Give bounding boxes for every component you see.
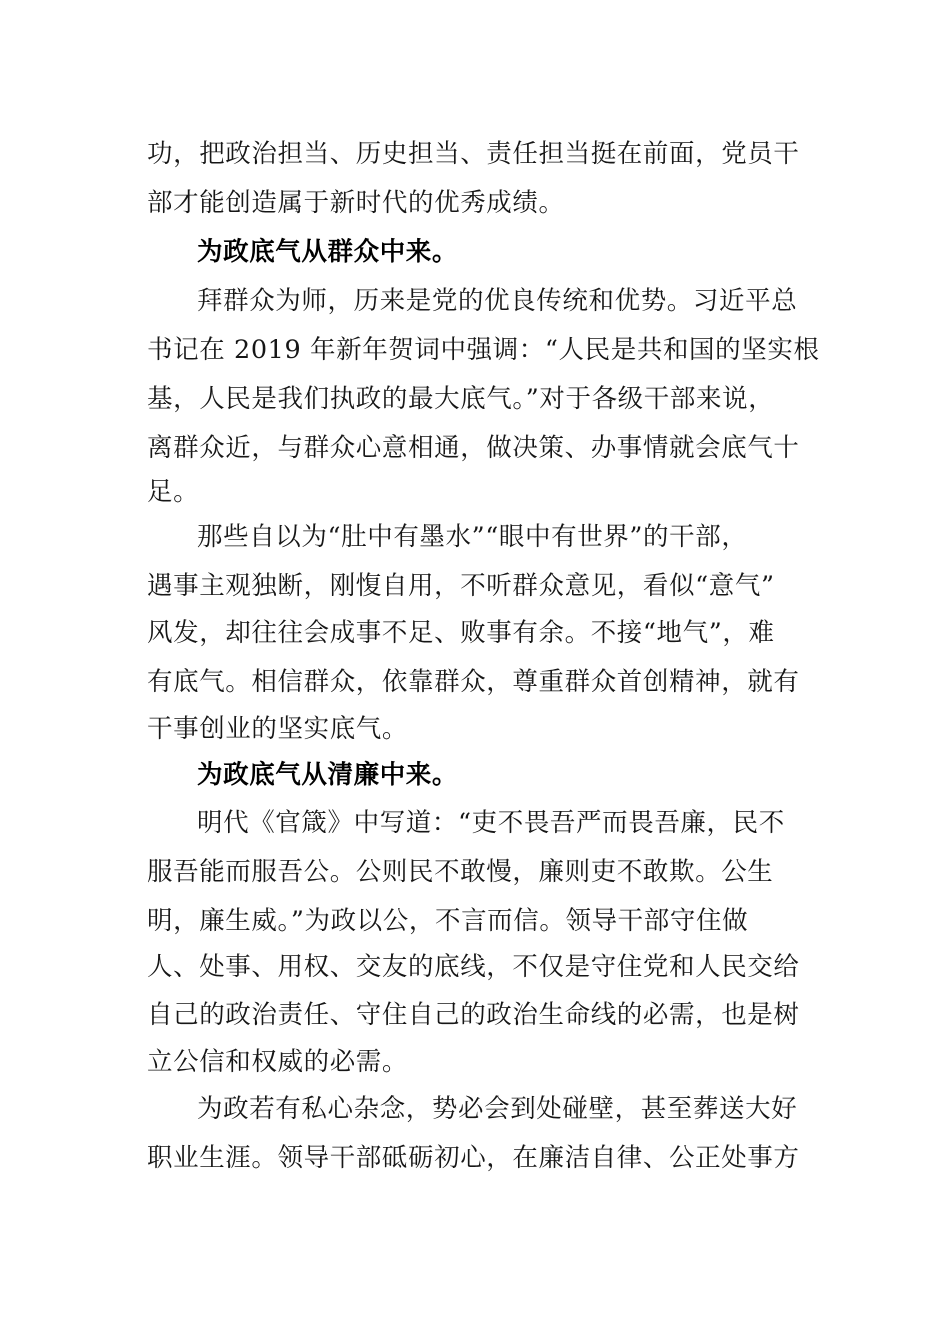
paragraph-line: 明，廉生威。”为政以公，不言而信。领导干部守住做	[147, 906, 749, 936]
paragraph-line: 足。	[147, 477, 200, 507]
paragraph-line: 离群众近，与群众心意相通，做决策、办事情就会底气十	[147, 433, 800, 463]
paragraph-line: 有底气。相信群众，依靠群众，尊重群众首创精神，就有	[147, 667, 800, 697]
paragraph-line: 基，人民是我们执政的最大底气。”对于各级干部来说，	[147, 384, 775, 414]
paragraph-line: 部才能创造属于新时代的优秀成绩。	[147, 188, 565, 218]
paragraph-line: 明代《官箴》中写道：“吏不畏吾严而畏吾廉，民不	[197, 808, 785, 838]
section-heading: 为政底气从清廉中来。	[197, 760, 459, 790]
paragraph-line: 拜群众为师，历来是党的优良传统和优势。习近平总	[197, 286, 798, 316]
paragraph-line: 自己的政治责任、守住自己的政治生命线的必需，也是树	[147, 1000, 800, 1030]
paragraph-line: 功，把政治担当、历史担当、责任担当挺在前面，党员干	[147, 139, 800, 169]
paragraph-line: 立公信和权威的必需。	[147, 1047, 409, 1077]
paragraph-line: 为政若有私心杂念，势必会到处碰壁，甚至葬送大好	[197, 1094, 798, 1124]
paragraph-line: 风发，却往往会成事不足、败事有余。不接“地气”，难	[147, 618, 775, 648]
paragraph-line: 人、处事、用权、交友的底线，不仅是守住党和人民交给	[147, 952, 800, 982]
paragraph-line: 服吾能而服吾公。公则民不敢慢，廉则吏不敢欺。公生	[147, 857, 774, 887]
paragraph-line: 遇事主观独断，刚愎自用，不听群众意见，看似“意气”	[147, 571, 775, 601]
section-heading: 为政底气从群众中来。	[197, 237, 459, 267]
paragraph-line: 书记在 2019 年新年贺词中强调：“人民是共和国的坚实根	[147, 335, 820, 365]
paragraph-line: 干事创业的坚实底气。	[147, 714, 409, 744]
paragraph-line: 职业生涯。领导干部砥砺初心，在廉洁自律、公正处事方	[147, 1143, 800, 1173]
paragraph-line: 那些自以为“肚中有墨水”“眼中有世界”的干部，	[197, 522, 748, 552]
